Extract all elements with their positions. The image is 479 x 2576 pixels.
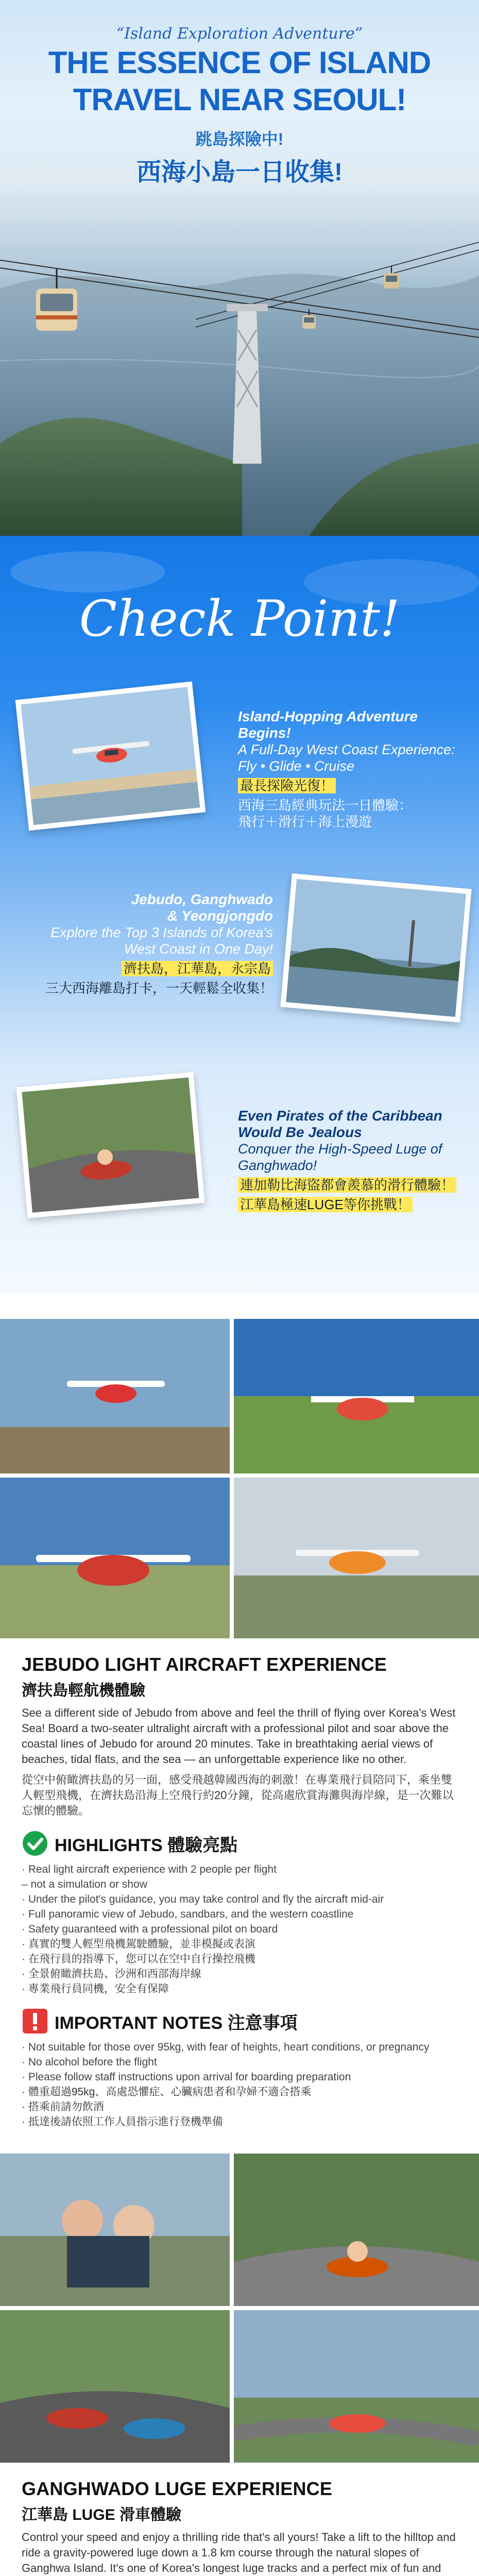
checkpoint-1-title: Island-Hopping Adventure Begins! [238,708,418,741]
checkpoint-2-title-a: Jebudo, Ganghwado [131,891,273,907]
checkpoint-3-zh-highlight-a: 連加勒比海盜都會羨慕的滑行體驗！ [238,1177,456,1193]
luge-description-en: Control your speed and enjoy a thrilling ride that's all yours! Take a lift to the hilltop and ride a gravity-powered luge down a 1.8 km course through the natural slopes of Ganghwa Island. It's one of Korea's longest luge tracks and a perfect mix of fun and [22,2531,456,2574]
list-item: · Real light aircraft experience with 2 people per flight [22,1863,277,1875]
luge-title-en: GANGHWADO LUGE EXPERIENCE [22,2478,333,2499]
list-item: · No alcohol before the flight [22,2056,157,2068]
checkpoint-3-title: Even Pirates of the Caribbean Would Be Jealous [238,1108,442,1140]
hero-subtitle-zh: 跳島探險中! [195,130,284,148]
checkpoint-2-en: Explore the Top 3 Islands of Korea's West Coast in One Day! [50,925,273,957]
luge-photo [22,1077,199,1212]
list-item: · 搭乘前請勿飲酒 [22,2101,104,2113]
hero-title-line-1: THE ESSENCE OF ISLAND [48,45,431,80]
list-item: · 真實的雙人輕型飛機駕駛體驗，並非模擬或表演 [22,1938,255,1950]
island-photo [286,879,466,1017]
checkpoint-3-zh-highlight-b: 江華島極速LUGE等你挑戰！ [238,1197,413,1212]
luge-section [0,2154,479,2576]
aircraft-photo-2 [234,1319,479,1473]
checkpoint-1-zh-c: 飛行＋滑行＋海上漫遊 [238,814,372,829]
list-item: · 專業飛行員同機，安全有保障 [22,1983,169,1995]
checkpoint-photo-island [280,873,471,1023]
hero-kicker: “Island Exploration Adventure” [116,25,363,43]
list-item: · Not suitable for those over 95kg, with fear of heights, heart conditions, or pregnancy [22,2041,430,2053]
hero-title-line-2: TRAVEL NEAR SEOUL! [73,82,406,117]
luge-photo-2 [234,2154,479,2306]
checkpoint-photo-luge [16,1072,205,1218]
list-item: – not a simulation or show [22,1878,147,1890]
list-item: · Under the pilot's guidance, you may take control and fly the aircraft mid-air [22,1893,384,1905]
list-item: · Full panoramic view of Jebudo, sandbars, and the western coastline [22,1908,354,1920]
check-circle-icon [22,1830,48,1857]
hero-headline-zh: 西海小島一日收集! [136,159,343,186]
aircraft-photo-1 [0,1319,230,1473]
aircraft-description-en: See a different side of Jebudo from above and feel the thrill of flying over Korea's West Sea! Board a two-seater ultralight aircraft with a professional pilot and soar above the coastal lines of Jebudo for around 20 minutes. Take in breathtaking aerial views of beaches, tidal flats, and the sea — an unforgettable experience like no other. [22,1706,456,1766]
list-item: · Safety guaranteed with a professional pilot on board [22,1923,278,1935]
aircraft-photo-4 [234,1478,479,1638]
checkpoint-1-en: A Full-Day West Coast Experience: Fly • Glide • Cruise [238,742,455,774]
luge-photo-1 [0,2154,230,2306]
checkpoint-3-en: Conquer the High-Speed Luge of Ganghwado! [238,1141,442,1173]
list-item: · 體重超過95kg、高處恐懼症、心臟病患者和孕婦不適合搭乘 [22,2086,312,2098]
gondola-small [384,266,399,289]
luge-photo-3 [0,2310,230,2463]
aircraft-photo [21,687,200,825]
aircraft-photo-3 [0,1478,230,1638]
checkpoint-photo-aircraft [15,682,206,831]
hero-banner [0,0,479,536]
aircraft-highlights-title: HIGHLIGHTS 體驗亮點 [55,1835,238,1855]
aircraft-notes-header [22,2008,457,2035]
list-item: · Please follow staff instructions upon arrival for boarding preparation [22,2071,351,2083]
exclamation-icon [22,2008,48,2035]
checkpoint-2-title-b: & Yeongjongdo [167,908,273,924]
check-point-title: Check Point! [79,590,400,648]
checkpoint-2-zh-highlight: 濟扶島，江華島，永宗島 [122,961,273,976]
check-point-section [0,536,479,1293]
aircraft-description-zh: 從空中俯瞰濟扶島的另一面，感受飛越韓國西海的刺激！在專業飛行員陪同下，乘坐雙人輕型飛機，在濟扶島沿海上空飛行約20分鐘，從高處欣賞海灘與海岸線，是一次難以忘懷的體驗。 [22,1773,454,1817]
list-item: · 全景俯瞰濟扶島、沙洲和西部海岸線 [22,1968,201,1980]
aircraft-title-en: JEBUDO LIGHT AIRCRAFT EXPERIENCE [22,1654,387,1675]
aircraft-title-zh: 濟扶島輕航機體驗 [22,1682,145,1699]
list-item: · 抵達後請依照工作人員指示進行登機準備 [22,2116,223,2128]
luge-photo-4 [234,2310,479,2463]
list-item: · 在飛行員的指導下，您可以在空中自行操控飛機 [22,1953,255,1965]
aircraft-highlights-header [22,1830,457,1857]
luge-title-zh: 江華島 LUGE 滑車體驗 [22,2506,182,2523]
checkpoint-2-zh: 三大西海離島打卡，一天輕鬆全收集！ [45,980,273,996]
aircraft-section [0,1319,479,2151]
checkpoint-1-zh-b: 西海三島經典玩法一日體驗： [238,798,413,813]
checkpoint-1-zh-highlight: 最長探險光復！ [238,778,336,793]
aircraft-notes-title: IMPORTANT NOTES 注意事項 [55,2013,298,2033]
